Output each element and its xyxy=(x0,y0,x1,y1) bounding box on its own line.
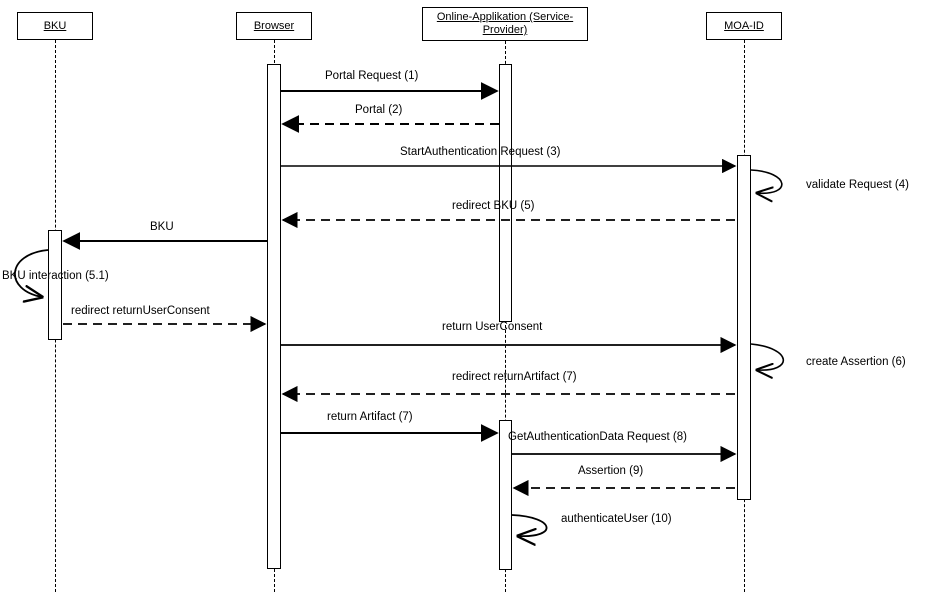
label-portal-request: Portal Request (1) xyxy=(325,70,419,82)
arrow-authenticateuser xyxy=(512,515,547,536)
label-create-assertion: create Assertion (6) xyxy=(806,356,906,368)
label-bku-interaction: BKU interaction (5.1) xyxy=(2,270,109,282)
label-assertion: Assertion (9) xyxy=(578,465,644,477)
label-getauthenticationdata-request: GetAuthenticationData Request (8) xyxy=(508,431,687,443)
arrow-validate-request xyxy=(751,170,782,193)
label-return-userconsent: return UserConsent xyxy=(442,321,543,333)
arrow-create-assertion xyxy=(751,344,783,370)
label-redirect-returnuserconsent: redirect returnUserConsent xyxy=(71,305,210,317)
label-startauthentication-request: StartAuthentication Request (3) xyxy=(400,146,561,158)
actor-label-moaid: MOA-ID xyxy=(724,19,764,32)
actor-box-bku xyxy=(17,12,93,40)
actor-box-moaid xyxy=(706,12,782,40)
actor-box-browser xyxy=(236,12,312,40)
actor-label-browser: Browser xyxy=(253,19,295,32)
actor-box-online-applikation xyxy=(422,7,588,41)
label-redirect-bku: redirect BKU (5) xyxy=(452,200,535,212)
label-validate-request: validate Request (4) xyxy=(806,179,909,191)
label-authenticateuser: authenticateUser (10) xyxy=(561,513,672,525)
label-portal: Portal (2) xyxy=(355,104,403,116)
label-bku: BKU xyxy=(150,221,174,233)
actor-label-bku: BKU xyxy=(43,19,67,32)
actor-label-online-applikation: Online-Applikation (Service-Provider) xyxy=(436,11,574,36)
label-return-artifact: return Artifact (7) xyxy=(327,411,413,423)
label-redirect-returnartifact: redirect returnArtifact (7) xyxy=(452,371,577,383)
